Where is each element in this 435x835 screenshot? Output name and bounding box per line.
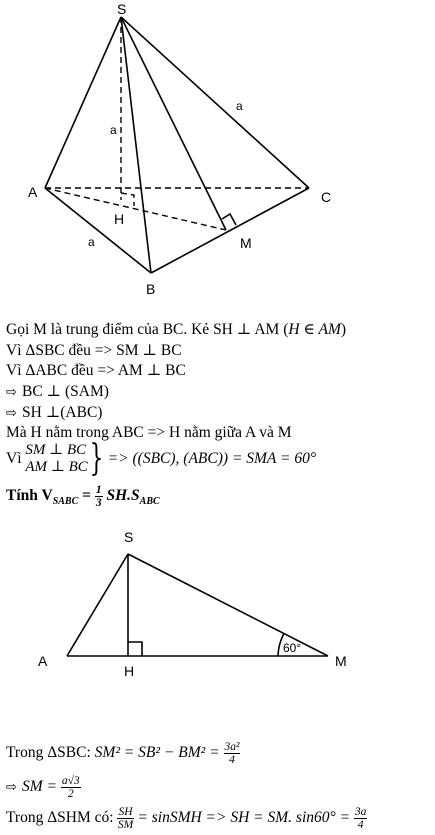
vertex-label-a2: A bbox=[38, 653, 48, 669]
edge-sb bbox=[121, 17, 151, 273]
vertex-label-c: C bbox=[321, 189, 332, 205]
edge-sc bbox=[121, 17, 309, 188]
edge-bc bbox=[151, 188, 309, 273]
volume-sub: SABC bbox=[52, 496, 79, 508]
volume-sub-abc: ABC bbox=[139, 496, 160, 508]
line-angle-result: => ((SBC), (ABC)) = SMA = 60° bbox=[107, 450, 317, 467]
edge-label-sa: a bbox=[110, 123, 117, 137]
vertex-label-s: S bbox=[117, 1, 127, 17]
line-sh-perp-abc-text: SH ⊥(ABC) bbox=[22, 404, 103, 421]
edge-sm bbox=[121, 17, 226, 230]
line-sm-perp: Vì ΔSBC đều => SM ⊥ BC bbox=[6, 342, 182, 359]
condition-row-2: AM ⊥ BC bbox=[25, 459, 88, 476]
volume-sh: SH.S bbox=[106, 487, 140, 505]
line-sm-value bbox=[6, 772, 81, 803]
point-label-h: H bbox=[114, 211, 125, 227]
fraction-3a2-over-4: $\frac{\text{3a²}}{4}$ bbox=[224, 740, 240, 766]
line-bc-perp-sam bbox=[6, 382, 109, 403]
volume-eq: = bbox=[78, 487, 95, 505]
volume-label: Tính V bbox=[6, 487, 53, 505]
pyramid-figure bbox=[0, 0, 435, 300]
vertex-label-m2: M bbox=[335, 653, 347, 669]
implies-arrow-icon: ⇨ bbox=[6, 406, 17, 421]
triangle-sam-figure bbox=[0, 520, 435, 690]
fraction-one-third: $\frac{1}{3}$ bbox=[95, 484, 102, 509]
line-sh-perp-abc bbox=[6, 403, 102, 424]
vertex-label-s2: S bbox=[124, 529, 134, 545]
line-sm-value-eq: SM = bbox=[22, 778, 61, 795]
line-angle-vi: Vì bbox=[6, 450, 22, 467]
line-sh-value-eq: = sinSMH => SH = SM. sin60° = bbox=[133, 809, 354, 826]
edge-sa bbox=[45, 17, 121, 188]
point-label-h2: H bbox=[124, 663, 135, 679]
right-brace: } bbox=[89, 438, 104, 480]
implies-arrow-icon: ⇨ bbox=[6, 780, 17, 795]
vertex-label-b: B bbox=[146, 281, 156, 297]
line-sm-squared-label: Trong ΔSBC: bbox=[6, 744, 95, 761]
edge-label-ab: a bbox=[88, 235, 95, 249]
right-angle-mark-h2 bbox=[128, 642, 142, 656]
edge-label-sc: a bbox=[236, 99, 243, 113]
line-angle-system bbox=[6, 440, 316, 478]
line-am-perp: Vì ΔABC đều => AM ⊥ BC bbox=[6, 362, 186, 379]
point-label-m: M bbox=[240, 235, 252, 251]
line-volume-formula bbox=[6, 484, 160, 512]
line-define-m-text: Gọi M là trung điểm của BC. Kẻ SH ⊥ AM ( bbox=[6, 321, 289, 338]
line-sm-squared-eq: SM² = SB² − BM² = bbox=[94, 744, 224, 761]
line-sh-value-label: Trong ΔSHM có: bbox=[6, 809, 118, 826]
fraction-a-sqrt3-over-2: $\frac{a√3}{2}$ bbox=[61, 774, 80, 800]
line-h-between: Mà H nằm trong ABC => H nằm giữa A và M bbox=[6, 424, 292, 441]
line-define-m-math: H ∈ AM bbox=[288, 321, 341, 338]
fraction-sh-over-sm: $\frac{SH}{SM}$ bbox=[117, 805, 134, 831]
fraction-3a-over-4: $\frac{3a}{4}$ bbox=[354, 805, 367, 831]
vertex-label-a: A bbox=[28, 184, 38, 200]
line-define-m-end: ) bbox=[340, 321, 347, 338]
angle-label-60: 60° bbox=[283, 641, 302, 655]
edge-sa2 bbox=[67, 554, 128, 656]
line-bc-perp-sam-text: BC ⊥ (SAM) bbox=[22, 383, 109, 400]
condition-system bbox=[25, 442, 87, 476]
condition-row-1: SM ⊥ BC bbox=[25, 442, 87, 459]
line-sh-value bbox=[6, 803, 367, 833]
right-angle-mark-m bbox=[222, 214, 236, 225]
right-angle-mark-h bbox=[121, 193, 134, 206]
line-sm-squared bbox=[6, 738, 240, 768]
line-define-m bbox=[6, 320, 346, 340]
implies-arrow-icon: ⇨ bbox=[6, 385, 17, 400]
